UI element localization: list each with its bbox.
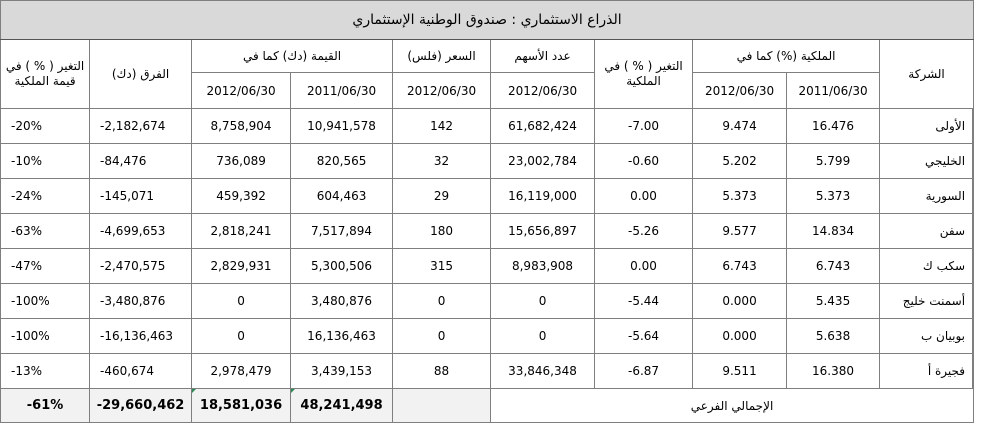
diff-cell: -84,476 xyxy=(90,144,192,179)
ownership-2012-cell: 9.577 xyxy=(693,214,787,249)
shares-cell: 16,119,000 xyxy=(491,179,595,214)
ownership-change-cell: -7.00 xyxy=(595,109,693,144)
company-cell: الخليجي xyxy=(880,144,974,179)
value-2011-cell: 7,517,894 xyxy=(291,214,393,249)
header-value: القيمة (دك) كما في xyxy=(192,40,393,73)
shares-cell: 33,846,348 xyxy=(491,354,595,389)
value-2011-cell: 3,480,876 xyxy=(291,284,393,319)
value-2011-cell: 3,439,153 xyxy=(291,354,393,389)
header-ownership: الملكية (%) كما في xyxy=(693,40,880,73)
value-change-cell: -63% xyxy=(1,214,90,249)
header-ownership-2012: 2012/06/30 xyxy=(693,73,787,109)
table-title: الذراع الاستثماري : صندوق الوطنية الإستثماري xyxy=(1,1,974,40)
ownership-change-cell: -6.87 xyxy=(595,354,693,389)
diff-cell: -2,470,575 xyxy=(90,249,192,284)
header-shares: عدد الأسهم xyxy=(491,40,595,73)
value-2012-cell: 0 xyxy=(192,319,291,354)
company-cell: الأولى xyxy=(880,109,974,144)
ownership-2011-cell: 6.743 xyxy=(787,249,880,284)
ownership-2012-cell: 9.511 xyxy=(693,354,787,389)
ownership-2012-cell: 9.474 xyxy=(693,109,787,144)
subtotal-value-2011: 48,241,498 xyxy=(291,389,393,423)
ownership-change-cell: -5.64 xyxy=(595,319,693,354)
subtotal-value-change: -61% xyxy=(1,389,90,423)
table-row xyxy=(1,214,974,249)
subtotal-price-cell xyxy=(393,389,491,423)
shares-cell: 61,682,424 xyxy=(491,109,595,144)
ownership-2011-cell: 14.834 xyxy=(787,214,880,249)
company-cell: سكب ك xyxy=(880,249,974,284)
subtotal-diff: -29,660,462 xyxy=(90,389,192,423)
ownership-2012-cell: 0.000 xyxy=(693,319,787,354)
ownership-change-cell: -5.26 xyxy=(595,214,693,249)
ownership-2011-cell: 5.373 xyxy=(787,179,880,214)
value-change-cell: -20% xyxy=(1,109,90,144)
ownership-change-cell: 0.00 xyxy=(595,249,693,284)
value-2011-cell: 16,136,463 xyxy=(291,319,393,354)
ownership-change-cell: 0.00 xyxy=(595,179,693,214)
ownership-2011-cell: 5.435 xyxy=(787,284,880,319)
value-2011-cell: 604,463 xyxy=(291,179,393,214)
value-2012-cell: 736,089 xyxy=(192,144,291,179)
ownership-2011-cell: 16.476 xyxy=(787,109,880,144)
value-2011-cell: 820,565 xyxy=(291,144,393,179)
price-cell: 315 xyxy=(393,249,491,284)
header-ownership-2011: 2011/06/30 xyxy=(787,73,880,109)
ownership-change-cell: -5.44 xyxy=(595,284,693,319)
header-shares-date: 2012/06/30 xyxy=(491,73,595,109)
shares-cell: 0 xyxy=(491,284,595,319)
ownership-2012-cell: 6.743 xyxy=(693,249,787,284)
shares-cell: 23,002,784 xyxy=(491,144,595,179)
company-cell: بوبيان ب xyxy=(880,319,974,354)
header-company: الشركة xyxy=(880,40,974,109)
value-change-cell: -100% xyxy=(1,319,90,354)
value-2012-cell: 2,829,931 xyxy=(192,249,291,284)
ownership-2011-cell: 5.799 xyxy=(787,144,880,179)
ownership-2012-cell: 5.373 xyxy=(693,179,787,214)
shares-cell: 8,983,908 xyxy=(491,249,595,284)
ownership-2011-cell: 16.380 xyxy=(787,354,880,389)
table-row xyxy=(1,179,974,214)
value-2012-cell: 2,818,241 xyxy=(192,214,291,249)
table-row xyxy=(1,109,974,144)
diff-cell: -4,699,653 xyxy=(90,214,192,249)
diff-cell: -460,674 xyxy=(90,354,192,389)
company-cell: أسمنت خليج xyxy=(880,284,974,319)
company-cell: السورية xyxy=(880,179,974,214)
table-row xyxy=(1,144,974,179)
value-change-cell: -100% xyxy=(1,284,90,319)
value-2011-cell: 5,300,506 xyxy=(291,249,393,284)
diff-cell: -3,480,876 xyxy=(90,284,192,319)
header-value-change: التغير ( % ) في قيمة الملكية xyxy=(1,40,90,109)
price-cell: 142 xyxy=(393,109,491,144)
header-price-date: 2012/06/30 xyxy=(393,73,491,109)
table-row xyxy=(1,319,974,354)
value-change-cell: -10% xyxy=(1,144,90,179)
header-price: السعر (فلس) xyxy=(393,40,491,73)
diff-cell: -2,182,674 xyxy=(90,109,192,144)
value-2012-cell: 2,978,479 xyxy=(192,354,291,389)
header-value-2011: 2011/06/30 xyxy=(291,73,393,109)
price-cell: 88 xyxy=(393,354,491,389)
header-diff: الفرق (دك) xyxy=(90,40,192,109)
subtotal-value-2012: 18,581,036 xyxy=(192,389,291,423)
table-row xyxy=(1,354,974,389)
company-cell: سفن xyxy=(880,214,974,249)
ownership-2012-cell: 5.202 xyxy=(693,144,787,179)
subtotal-row xyxy=(1,389,974,423)
ownership-change-cell: -0.60 xyxy=(595,144,693,179)
price-cell: 0 xyxy=(393,284,491,319)
value-change-cell: -47% xyxy=(1,249,90,284)
diff-cell: -16,136,463 xyxy=(90,319,192,354)
header-ownership-change: التغير ( % ) في الملكية xyxy=(595,40,693,109)
table-row xyxy=(1,284,974,319)
value-2012-cell: 459,392 xyxy=(192,179,291,214)
value-change-cell: -24% xyxy=(1,179,90,214)
company-cell: فجيرة أ xyxy=(880,354,974,389)
price-cell: 29 xyxy=(393,179,491,214)
price-cell: 180 xyxy=(393,214,491,249)
value-2012-cell: 0 xyxy=(192,284,291,319)
shares-cell: 0 xyxy=(491,319,595,354)
subtotal-label: الإجمالي الفرعي xyxy=(491,389,974,423)
ownership-2012-cell: 0.000 xyxy=(693,284,787,319)
value-change-cell: -13% xyxy=(1,354,90,389)
shares-cell: 15,656,897 xyxy=(491,214,595,249)
table-row xyxy=(1,249,974,284)
ownership-2011-cell: 5.638 xyxy=(787,319,880,354)
value-2012-cell: 8,758,904 xyxy=(192,109,291,144)
price-cell: 0 xyxy=(393,319,491,354)
price-cell: 32 xyxy=(393,144,491,179)
diff-cell: -145,071 xyxy=(90,179,192,214)
value-2011-cell: 10,941,578 xyxy=(291,109,393,144)
header-value-2012: 2012/06/30 xyxy=(192,73,291,109)
